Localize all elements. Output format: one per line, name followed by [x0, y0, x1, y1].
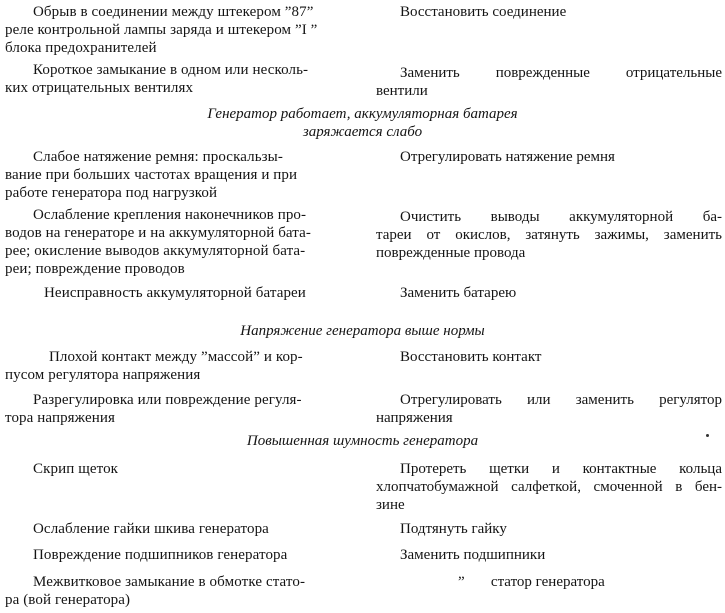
fault-remedy	[376, 348, 722, 366]
text-line: Заменить подшипники	[400, 547, 546, 563]
text-line: Неисправность аккумуляторной батареи	[44, 285, 306, 301]
fault-remedy	[376, 208, 722, 262]
fault-cause	[5, 284, 345, 302]
heading-line: заряжается слабо	[302, 124, 423, 140]
fault-cause	[5, 520, 345, 538]
fault-cause	[5, 391, 345, 427]
text-line: зине	[376, 497, 405, 513]
heading-line: Напряжение генератора выше нормы	[240, 323, 485, 339]
text-line: водов на генераторе и на аккумуляторной бата-	[5, 225, 311, 241]
text-line: Слабое натяжение ремня: проскальзы-	[33, 149, 283, 165]
fault-cause	[5, 206, 345, 278]
fault-remedy	[376, 284, 722, 302]
fault-cause	[5, 3, 345, 57]
fault-remedy	[376, 148, 722, 166]
fault-cause	[5, 348, 345, 384]
fault-cause	[5, 460, 345, 478]
text-line: Межвитковое замыкание в обмотке стато-	[33, 574, 306, 590]
text-line: Очистить выводы аккумуляторной ба-	[400, 209, 722, 225]
text-line: Разрегулировка или повреждение регуля-	[33, 392, 302, 408]
text-line: Короткое замыкание в одном или несколь-	[33, 62, 309, 78]
scan-speck	[706, 434, 709, 437]
text-line: ких отрицательных вентилях	[5, 80, 194, 96]
text-line: ра (вой генератора)	[5, 592, 131, 608]
text-line: вание при больших частотах вращения и при	[5, 167, 298, 183]
fault-cause	[5, 61, 345, 97]
fault-cause	[5, 148, 345, 202]
text-line: ” статор генератора	[458, 574, 605, 590]
text-line: напряжения	[376, 410, 453, 426]
text-line: Ослабление крепления наконечников про-	[33, 207, 307, 223]
text-line: тареи от окислов, затянуть зажимы, заменить	[376, 227, 722, 243]
text-line: блока предохранителей	[5, 40, 157, 56]
heading-line: Повышенная шумность генератора	[246, 433, 479, 449]
section-heading	[0, 432, 725, 450]
text-line: Заменить поврежденные отрицательные	[400, 65, 722, 81]
text-line: Ослабление гайки шкива генератора	[33, 521, 269, 537]
text-line: Отрегулировать или заменить регулятор	[400, 392, 722, 408]
fault-remedy	[376, 64, 722, 100]
text-line: Скрип щеток	[33, 461, 119, 477]
text-line: Подтянуть гайку	[400, 521, 507, 537]
fault-remedy	[376, 460, 722, 514]
fault-remedy	[376, 391, 722, 427]
text-line: Протереть щетки и контактные кольца	[400, 461, 722, 477]
fault-cause	[5, 573, 345, 609]
text-line: работе генератора под нагрузкой	[5, 185, 218, 201]
section-heading	[0, 105, 725, 141]
text-line: Заменить батарею	[400, 285, 517, 301]
text-line: Восстановить контакт	[400, 349, 542, 365]
text-line: пусом регулятора напряжения	[5, 367, 201, 383]
fault-remedy	[376, 573, 722, 591]
text-line: Восстановить соединение	[400, 4, 567, 20]
fault-cause	[5, 546, 345, 564]
text-line: Повреждение подшипников генератора	[33, 547, 288, 563]
heading-line: Генератор работает, аккумуляторная батарея	[207, 106, 518, 122]
text-line: вентили	[376, 83, 428, 99]
fault-remedy	[376, 546, 722, 564]
text-line: хлопчатобумажной салфеткой, смоченной в бен-	[376, 479, 722, 495]
text-line: рее; окисление выводов аккумуляторной бата-	[5, 243, 306, 259]
fault-remedy	[376, 3, 722, 21]
text-line: Плохой контакт между ”массой” и кор-	[49, 349, 303, 365]
text-line: реле контрольной лампы заряда и штекером ”I ”	[5, 22, 318, 38]
text-line: Обрыв в соединении между штекером ”87”	[33, 4, 314, 20]
text-line: реи; повреждение проводов	[5, 261, 185, 277]
text-line: Отрегулировать натяжение ремня	[400, 149, 615, 165]
fault-remedy	[376, 520, 722, 538]
text-line: тора напряжения	[5, 410, 115, 426]
section-heading	[0, 322, 725, 340]
text-line: поврежденные провода	[376, 245, 526, 261]
